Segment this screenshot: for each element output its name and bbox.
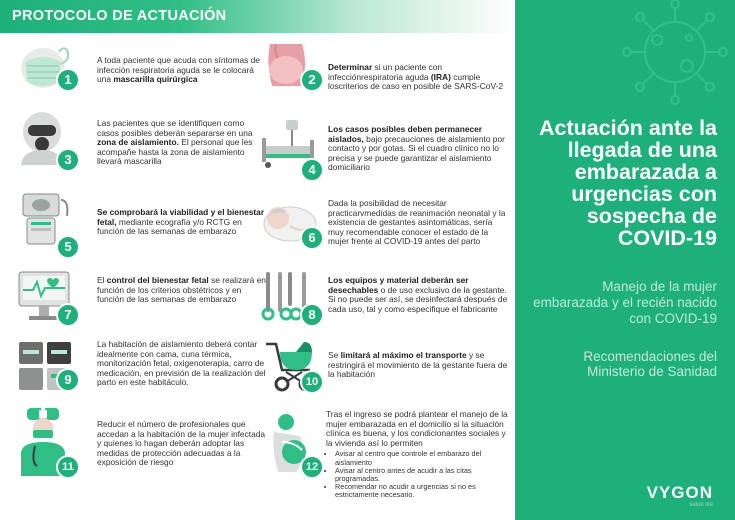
step-text-6: Dada la posibilidad de necesitar practicarvmedidas de reanimación neonatal y la existencia de gestantes asintomáticas, sería muy recomendable conocer el estado de la mujer frente al COVID-19 antes del parto <box>328 198 506 247</box>
step-text-4: Los casos posibles deben permanecer aislados, bajo precauciones de aislamiento por contacto y por gotas. Si el cuadro clínico no lo precisa y se puede garantizar el aislamiento domiciliario <box>328 124 505 173</box>
step-number-1: 1 <box>56 68 80 92</box>
step-text-3: Las pacientes que se identifiquen como casos posibles deberán separarse en una zona de aislamiento. El personal que les acompañe hasta la zona de aislamiento llevará mascarilla <box>97 118 253 167</box>
step-text-7: El control del bienestar fetal se realizará en función de los criterios obstétricos y en función de las semanas de embarazo <box>97 275 266 305</box>
step-number-11: 11 <box>56 455 80 479</box>
step-number-12: 12 <box>300 455 324 479</box>
virus-icon <box>593 0 735 110</box>
step-text-1: A toda paciente que acuda con síntomas de infección respiratoria aguda se le colocará una mascarilla quirúrgica <box>97 55 260 85</box>
step-number-4: 4 <box>300 158 324 182</box>
title-panel <box>515 0 735 520</box>
brand-tagline: value life <box>689 502 713 508</box>
step-text-11: Reducir el número de profesionales que accedan a la habitación de la mujer infectada y quienes lo hagan deberán adoptar las medidas de protección adecuadas a la exposición de riesgo <box>97 419 266 468</box>
step-number-3: 3 <box>56 148 80 172</box>
page-title: PROTOCOLO DE ACTUACIÓN <box>12 8 227 24</box>
subtitle: Manejo de la mujer embarazada y el recién nacido con COVID-19 <box>533 279 717 326</box>
source-text: Recomendaciones del Ministerio de Sanidad <box>583 349 717 379</box>
step-number-6: 6 <box>300 226 324 250</box>
step-text-8: Los equipos y material deberán ser desechables o de uso exclusivo de la gestante. Si no puede ser así, se desinfectará después de cada uso, tal y como especifique el fabricante <box>328 275 508 314</box>
brand-logo: VYGON <box>646 483 713 502</box>
step-text-9: La habitación de aislamiento deberá contar idealmente con cama, cuna térmica, monitorización fetal, oxigenoterapia, carro de medicación, en previsión de la realización del parto en este habitáculo. <box>97 339 266 388</box>
step-text-2: Determinar si un paciente con infecciónrespiratoria aguda (IRA) cumple loscriterios de caso en posible de SARS-CoV-2 <box>328 62 504 92</box>
list-item: • Avisar al centro que controle el embarazo del aislamiento <box>335 450 511 466</box>
step-text-12: Tras el ingreso se podrá plantear el manejo de la mujer embarazada en el domicilio si la situación clínica es buena, y los condicionantes sociales y la vivienda así lo permiten • Avisar al centro que controle el embarazo del aislamiento • Avisar al centro antes de acudir a las citas programadas. • Recomendar no acudir a urgencias si no es estrictamente necesario. <box>326 410 511 500</box>
list-item: • Avisar al centro antes de acudir a las citas programadas. <box>335 467 511 483</box>
step-number-10: 10 <box>300 370 324 394</box>
step-number-5: 5 <box>56 235 80 259</box>
step-number-7: 7 <box>56 303 80 327</box>
step-text-10: Se limitará al máximo el transporte y se restringirá el movimiento de la gestante fuera de la habitación <box>328 350 508 380</box>
home-management-list <box>326 450 511 499</box>
step-number-8: 8 <box>300 303 324 327</box>
main-title: Actuación ante la llegada de una embarazada a urgencias con sospecha de COVID-19 <box>538 116 717 250</box>
step-number-9: 9 <box>56 368 80 392</box>
header-bar <box>0 0 515 33</box>
step-number-2: 2 <box>300 68 324 92</box>
step-text-5: Se comprobará la viabilidad y el bienestar fetal, mediante ecografía y/o RCTG en función de las semanas de embarazo <box>97 207 265 237</box>
list-item: • Recomendar no acudir a urgencias si no es estrictamente necesario. <box>335 483 511 499</box>
